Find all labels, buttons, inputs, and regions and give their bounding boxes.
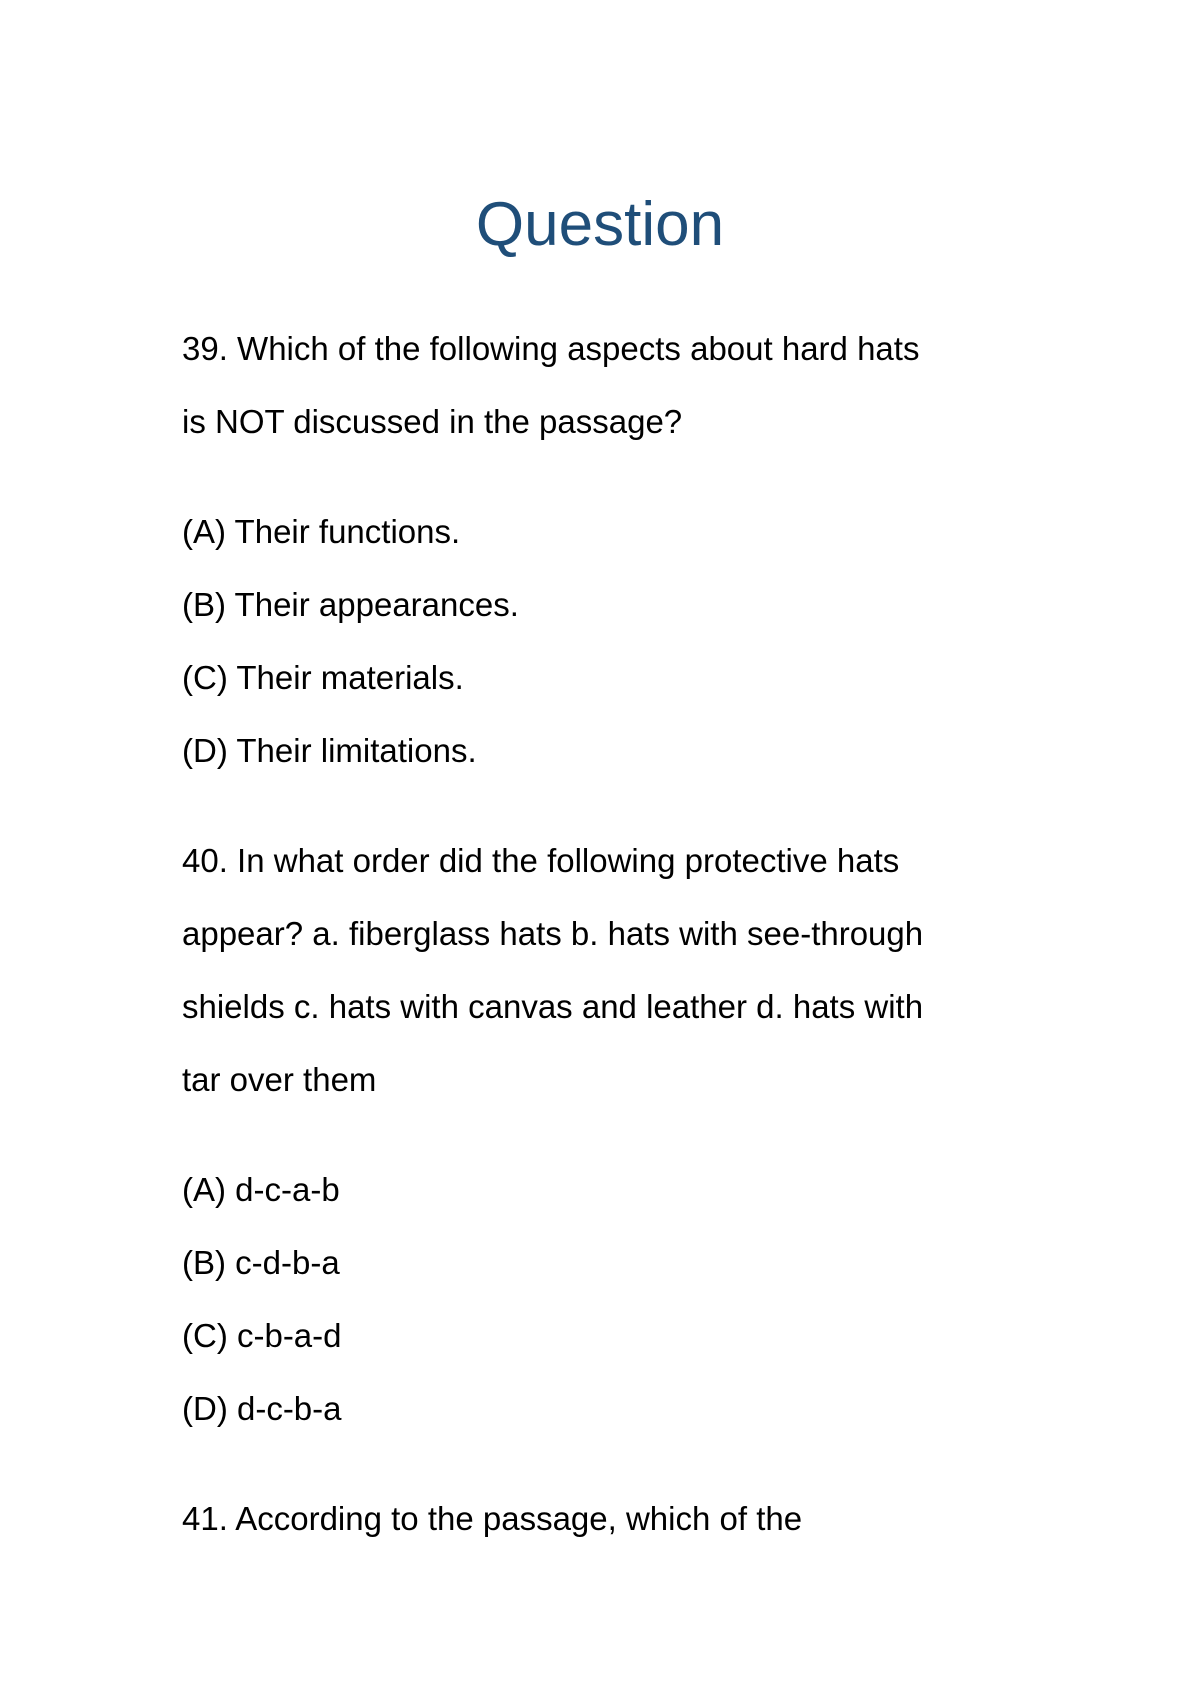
question-41-stem-line-1: 41. According to the passage, which of the [182,1500,803,1537]
question-40-option-a: (A) d-c-a-b [182,1171,340,1208]
question-40-option-b: (B) c-d-b-a [182,1244,340,1281]
page-title: Question [475,190,725,259]
question-40-stem-line-3: shields c. hats with canvas and leather d. hats with [182,988,924,1025]
question-39-option-b: (B) Their appearances. [182,586,519,623]
question-40-option-d: (D) d-c-b-a [182,1390,342,1427]
question-39-option-a: (A) Their functions. [182,513,461,550]
question-39-option-d: (D) Their limitations. [182,732,477,769]
question-39-option-c: (C) Their materials. [182,659,464,696]
question-39-stem-line-1: 39. Which of the following aspects about hard hats [182,330,920,367]
question-40-stem-line-4: tar over them [182,1061,377,1098]
question-40-stem-line-2: appear? a. fiberglass hats b. hats with see-through [182,915,924,952]
question-39-stem-line-2: is NOT discussed in the passage? [182,403,683,440]
question-40-option-c: (C) c-b-a-d [182,1317,342,1354]
question-40-stem-line-1: 40. In what order did the following protective hats [182,842,900,879]
